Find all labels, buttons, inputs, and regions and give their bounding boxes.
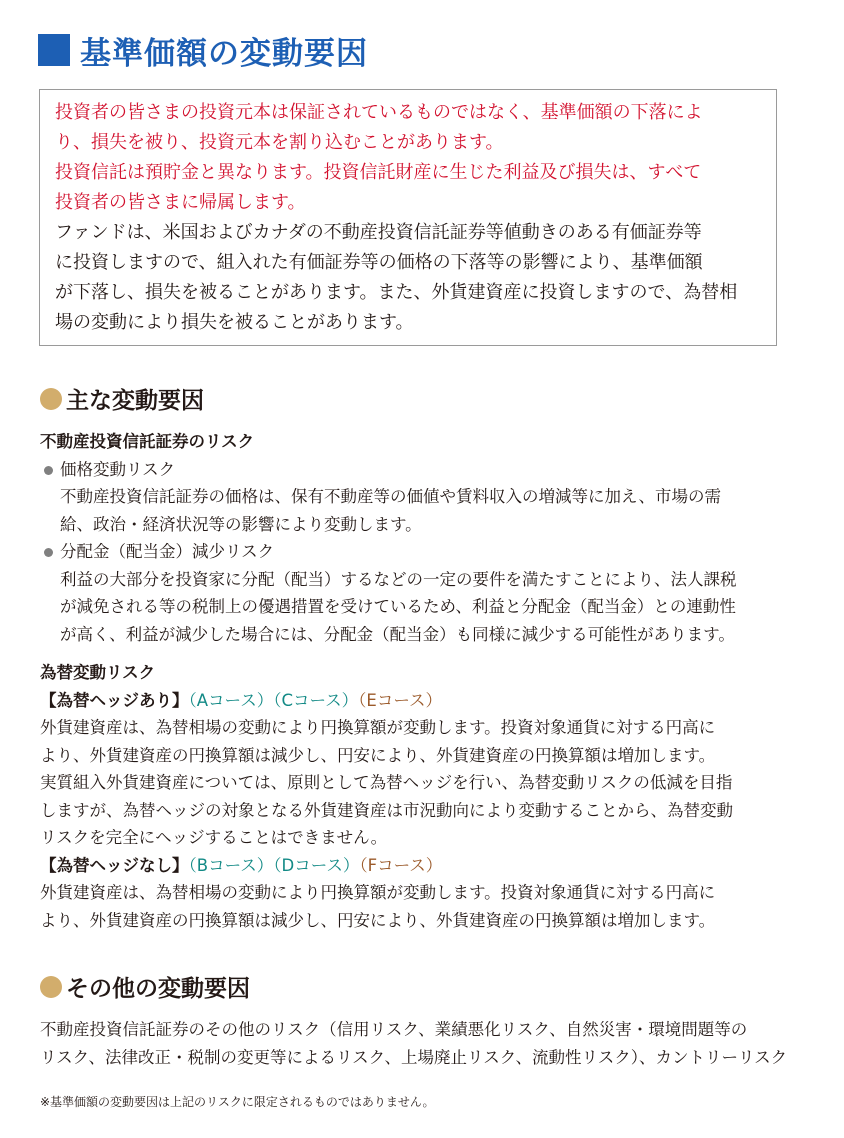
other-factors-heading-text: その他の変動要因 [66, 976, 250, 1002]
unhedged-text: 外貨建資産は、為替相場の変動により円換算額が変動します。投資対象通貨に対する円高に [40, 883, 716, 902]
fx-risk-title: 為替変動リスク [40, 663, 156, 682]
hedged-text: より、外貨建資産の円換算額は減少し、円安により、外貨建資産の円換算額は増加します。 [40, 745, 716, 765]
hedged-text: リスクを完全にヘッジすることはできません。 [40, 828, 388, 847]
course-b-label: （Bコース） [188, 855, 274, 875]
unhedged-label-line [40, 852, 810, 880]
hedged-text: 外貨建資産は、為替相場の変動により円換算額が変動します。投資対象通貨に対する円高に [40, 718, 716, 737]
other-factors-text: 不動産投資信託証券のその他のリスク（信用リスク、業績悪化リスク、自然災害・環境問題等の [40, 1020, 748, 1039]
unhedged-text: より、外貨建資産の円換算額は減少し、円安により、外貨建資産の円換算額は増加します。 [40, 910, 716, 930]
warning-box [39, 89, 777, 346]
course-a-label: （Aコース） [188, 690, 274, 710]
fx-risk-section [40, 659, 810, 934]
bullet-dot-icon [44, 548, 53, 557]
unhedged-label: 【為替ヘッジなし】 [40, 855, 189, 875]
warning-line: 投資信託は預貯金と異なります。投資信託財産に生じた利益及び損失は、すべて [55, 162, 702, 183]
notice-line: が下落し、損失を被ることがあります。また、外貨建資産に投資しますので、為替相 [55, 282, 738, 303]
course-e-label: （Eコース） [358, 690, 443, 710]
warning-line: 投資者の皆さまの投資元本は保証されているものではなく、基準価額の下落によ [55, 102, 703, 123]
page-title [38, 30, 368, 70]
hedged-text: しますが、為替ヘッジの対象となる外貨建資産は市況動向により変動することから、為替変動 [40, 800, 733, 820]
other-factors-section [40, 1016, 810, 1071]
bullet-circle-icon [40, 388, 62, 410]
notice-line: 場の変動により損失を被ることがあります。 [55, 312, 414, 333]
warning-line: 投資者の皆さまに帰属します。 [55, 192, 306, 213]
risk-item-text: が減免される等の税制上の優遇措置を受けているため、利益と分配金（配当金）との連動性 [60, 597, 736, 616]
risk-item-label-text: 価格変動リスク [60, 459, 176, 479]
risk-item-text: 利益の大部分を投資家に分配（配当）するなどの一定の要件を満たすことにより、法人課税 [60, 569, 737, 589]
reit-risk-title: 不動産投資信託証券のリスク [40, 432, 255, 451]
risk-item-label [40, 456, 810, 484]
risk-item-label-text: 分配金（配当金）減少リスク [60, 542, 275, 561]
main-factors-heading [40, 382, 204, 415]
bullet-dot-icon [44, 466, 53, 475]
course-f-label: （Fコース） [359, 855, 443, 875]
notice-line: に投資しますので、組入れた有価証券等の価格の下落等の影響により、基準価額 [55, 252, 703, 273]
bullet-circle-icon [40, 976, 62, 998]
title-square-icon [38, 34, 70, 66]
hedged-label-line [40, 687, 810, 715]
other-factors-text: リスク、法律改正・税制の変更等によるリスク、上場廃止リスク、流動性リスク）、カントリーリスク [40, 1047, 788, 1067]
risk-item-text: 給、政治・経済状況等の影響により変動します。 [60, 514, 422, 534]
risk-item-text: が高く、利益が減少した場合には、分配金（配当金）も同様に減少する可能性があります。 [60, 624, 735, 644]
other-factors-heading [40, 970, 250, 1003]
main-factors-heading-text: 主な変動要因 [66, 388, 204, 414]
hedged-text: 実質組入外貨建資産については、原則として為替ヘッジを行い、為替変動リスクの低減を目指 [40, 773, 733, 792]
page-title-text: 基準価額の変動要因 [80, 35, 368, 72]
course-c-label: （Cコース） [273, 690, 359, 710]
notice-line: ファンドは、米国およびカナダの不動産投資信託証券等値動きのある有価証券等 [55, 222, 702, 243]
footnote: ※基準価額の変動要因は上記のリスクに限定されるものではありません。 [40, 1095, 435, 1109]
course-d-label: （Dコース） [273, 855, 360, 875]
warning-line: り、損失を被り、投資元本を割り込むことがあります。 [55, 132, 504, 153]
risk-item-label [40, 538, 810, 566]
risk-item-text: 不動産投資信託証券の価格は、保有不動産等の価値や賃料収入の増減等に加え、市場の需 [60, 487, 721, 506]
hedged-label: 【為替ヘッジあり】 [40, 690, 189, 710]
reit-risk-section [40, 428, 810, 648]
